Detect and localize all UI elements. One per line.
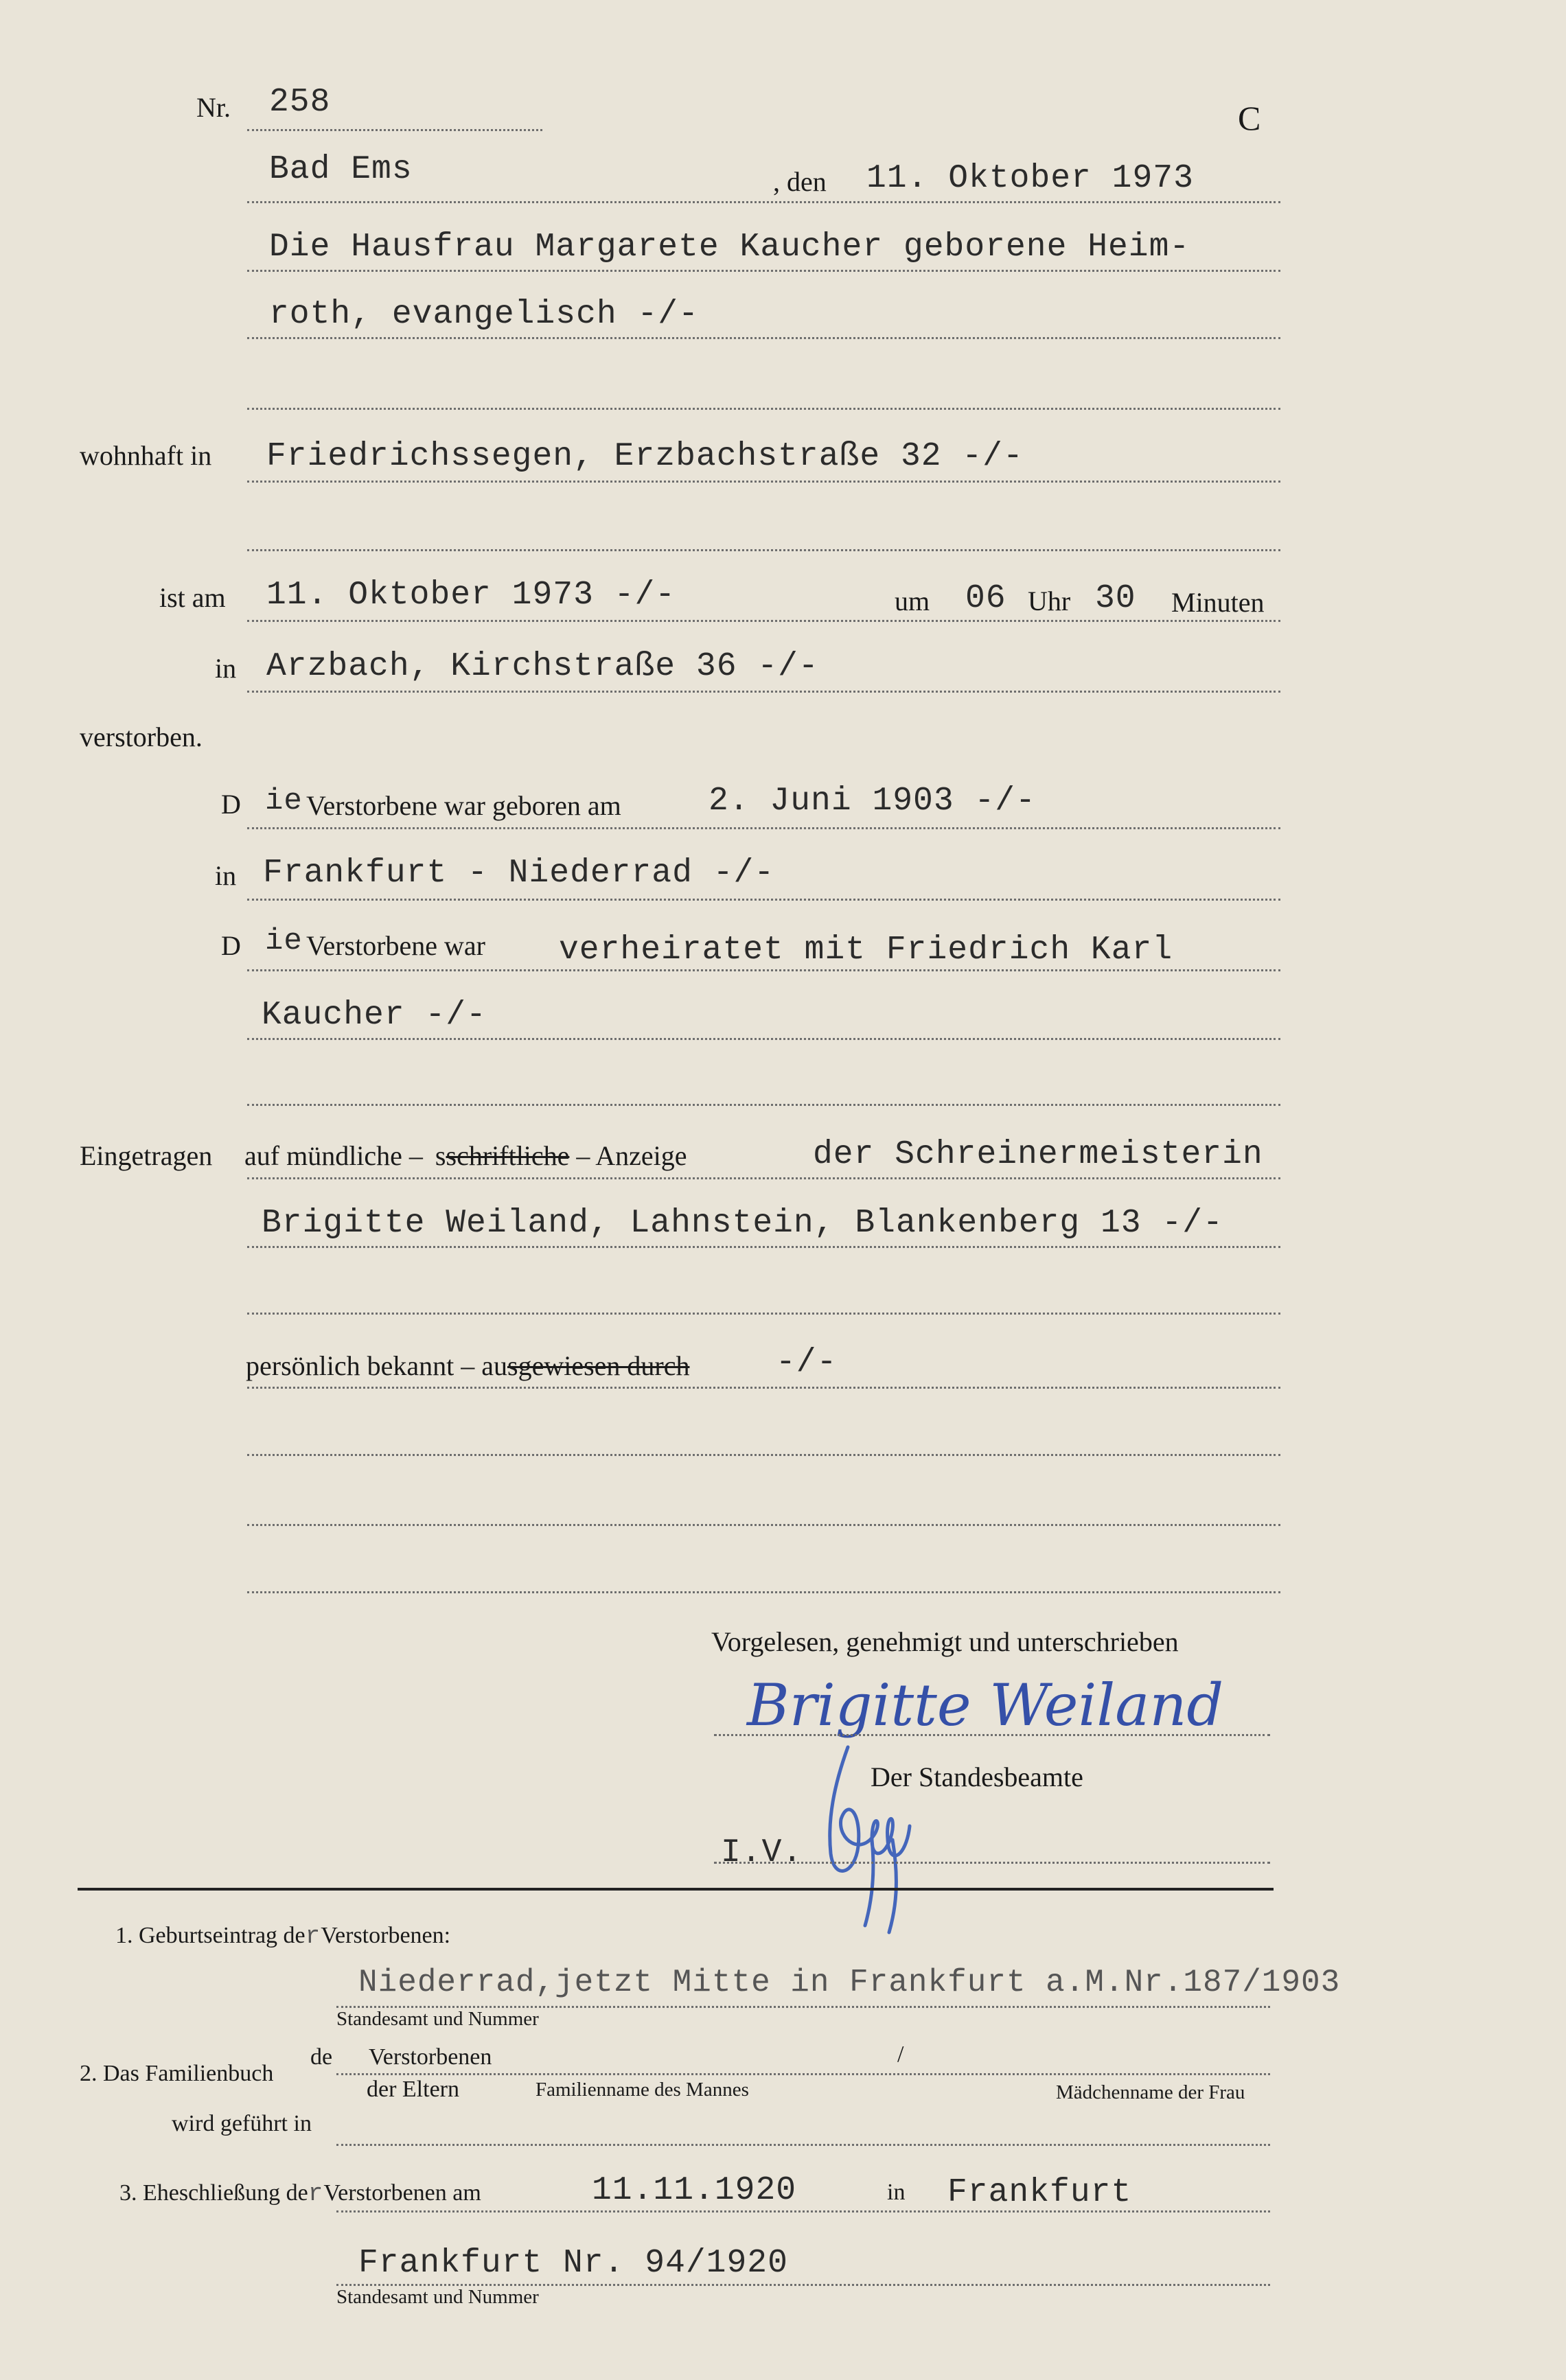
item3-date: 11.11.1920 xyxy=(592,2172,797,2209)
item1-caption: Standesamt und Nummer xyxy=(336,2008,539,2030)
marital-rule2 xyxy=(247,1038,1280,1040)
marital-d-label: D xyxy=(221,930,241,961)
marital-ie: ie xyxy=(265,924,303,958)
birth-in-label: in xyxy=(215,860,237,891)
birth-label: Verstorbene war geboren am xyxy=(306,790,621,821)
item2-verstorbenen: Verstorbenen xyxy=(369,2044,492,2070)
person-line1-rule xyxy=(247,270,1280,272)
birth-place: Frankfurt - Niederrad -/- xyxy=(263,855,775,892)
item2-maedchenname: Mädchenname der Frau xyxy=(1056,2081,1245,2103)
nr-line xyxy=(247,129,542,131)
auf-muendliche-label: auf mündliche – sschriftliche – Anzeige xyxy=(244,1140,687,1171)
registrar-signature xyxy=(807,1737,937,1943)
residence-rule2 xyxy=(247,549,1280,551)
marital-label: Verstorbene war xyxy=(306,930,485,961)
persoenlich-label: persönlich bekannt – ausgewiesen durch xyxy=(246,1350,690,1381)
verstorben-label: verstorben. xyxy=(80,721,203,752)
item3-place: Frankfurt xyxy=(947,2174,1132,2211)
residence-rule xyxy=(247,481,1280,483)
item3-caption: Standesamt und Nummer xyxy=(336,2286,539,2308)
eingetragen-label: Eingetragen xyxy=(80,1140,213,1171)
birth-date: 2. Juni 1903 -/- xyxy=(709,783,1036,820)
item1-value: Niederrad,jetzt Mitte in Frankfurt a.M.Nr.187/1903 xyxy=(358,1965,1341,2000)
birth-date-rule xyxy=(247,827,1280,829)
schriftliche-struck: schriftliche xyxy=(446,1140,570,1171)
item3-label: 3. Eheschließung derVerstorbenen am xyxy=(119,2180,481,2208)
ist-am-label: ist am xyxy=(159,582,226,613)
item2-slash: / xyxy=(897,2042,904,2067)
vorgelesen-label: Vorgelesen, genehmigt und unterschrieben xyxy=(711,1626,1179,1657)
item3-rule1 xyxy=(336,2210,1270,2213)
death-date-rule xyxy=(247,620,1280,622)
place-line xyxy=(247,201,1280,203)
ident-rule3 xyxy=(247,1524,1280,1526)
place-value: Bad Ems xyxy=(269,151,413,188)
death-date: 11. Oktober 1973 -/- xyxy=(266,577,676,614)
nr-value: 258 xyxy=(269,84,331,121)
item2-wird-gefuehrt: wird geführt in xyxy=(172,2111,312,2136)
death-minutes: 30 xyxy=(1095,580,1136,617)
person-line2-rule xyxy=(247,337,1280,339)
person-line3-rule xyxy=(247,408,1280,410)
ident-value: -/- xyxy=(776,1344,838,1381)
informant-line2: Brigitte Weiland, Lahnstein, Blankenberg 13 -/- xyxy=(262,1205,1223,1242)
item1-label: 1. Geburtseintrag derVerstorbenen: xyxy=(115,1922,451,1950)
marital-line2: Kaucher -/- xyxy=(262,997,487,1034)
residence-label: wohnhaft in xyxy=(80,440,212,471)
residence-value: Friedrichssegen, Erzbachstraße 32 -/- xyxy=(266,438,1024,475)
ident-rule4 xyxy=(247,1591,1280,1593)
item2-de: de xyxy=(310,2044,333,2070)
uhr-label: Uhr xyxy=(1028,586,1071,616)
item3-in: in xyxy=(887,2180,906,2205)
nr-label: Nr. xyxy=(196,92,231,123)
birth-ie: ie xyxy=(265,784,303,818)
item3-value: Frankfurt Nr. 94/1920 xyxy=(358,2245,788,2282)
den-label: , den xyxy=(773,166,827,197)
death-place-rule xyxy=(247,691,1280,693)
section-divider xyxy=(78,1888,1274,1891)
informant-rule3 xyxy=(247,1313,1280,1315)
birth-place-rule xyxy=(247,899,1280,901)
informant-signature: Brigitte Weiland xyxy=(747,1672,1224,1739)
corner-letter: C xyxy=(1238,99,1261,137)
item2-der-eltern: der Eltern xyxy=(367,2077,459,2102)
minuten-label: Minuten xyxy=(1171,587,1265,618)
date-value: 11. Oktober 1973 xyxy=(866,160,1194,197)
informant-rule1 xyxy=(247,1177,1280,1179)
signature-rule xyxy=(714,1734,1270,1736)
standesbeamte-label: Der Standesbeamte xyxy=(871,1761,1083,1792)
birth-d-label: D xyxy=(221,789,241,820)
item2-rule1 xyxy=(336,2073,1270,2075)
marital-rule1 xyxy=(247,969,1280,971)
ident-rule2 xyxy=(247,1454,1280,1456)
informant-line1: der Schreinermeisterin xyxy=(813,1136,1263,1173)
ausgewiesen-struck: sgewiesen durch xyxy=(507,1350,690,1381)
iv-label: I.V. xyxy=(721,1834,803,1871)
person-line1: Die Hausfrau Margarete Kaucher geborene Heim- xyxy=(269,229,1190,266)
um-label: um xyxy=(895,586,930,616)
iv-rule xyxy=(714,1862,1270,1864)
marital-line1: verheiratet mit Friedrich Karl xyxy=(559,932,1173,969)
death-hour: 06 xyxy=(965,580,1006,617)
item2-label: 2. Das Familienbuch xyxy=(80,2061,274,2086)
ident-rule1 xyxy=(247,1387,1280,1389)
death-place: Arzbach, Kirchstraße 36 -/- xyxy=(266,648,819,685)
person-line2: roth, evangelisch -/- xyxy=(269,296,699,333)
item2-rule2 xyxy=(336,2144,1270,2146)
item2-familienname: Familienname des Mannes xyxy=(536,2079,749,2101)
marital-rule3 xyxy=(247,1104,1280,1106)
informant-rule2 xyxy=(247,1246,1280,1248)
death-in-label: in xyxy=(215,653,237,684)
